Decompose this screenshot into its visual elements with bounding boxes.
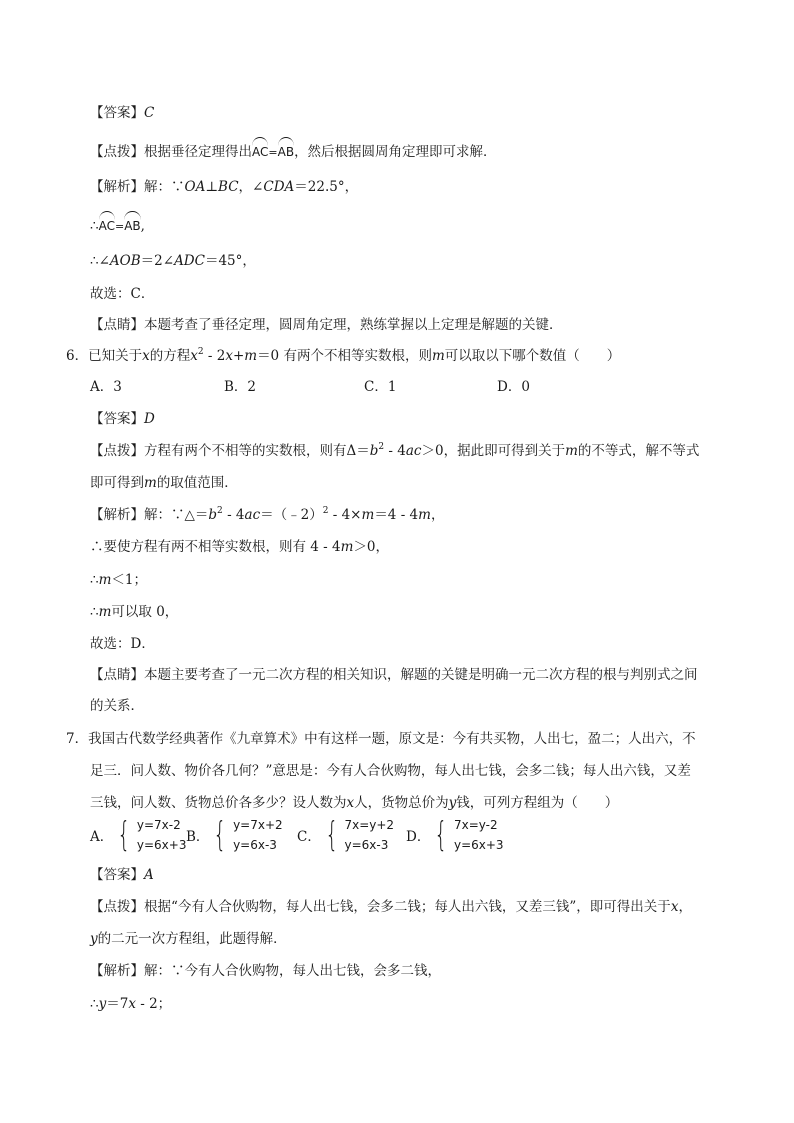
q7-stem-1: 7．我国古代数学经典著作《九章算术》中有这样一题，原文是：今有共买物，人出七，盈二；人出六，不 (66, 731, 696, 747)
q7-solution-line: 【解析】解：∵今有人合伙购物，每人出七钱，会多二钱， (90, 963, 441, 979)
q7-option-a: A． { y=7x-2 y=6x+3 (90, 815, 187, 855)
solution-tag: 【解析】 (90, 179, 144, 195)
q7-option-d: D． { 7x=y-2 y=6x+3 (406, 815, 504, 855)
q7-option-b: B． { y=7x+2 y=6x-3 (186, 815, 283, 855)
left-brace: { (325, 815, 339, 855)
q6-step-2: ∴要使方程有两不相等实数根，则有 4 - 4m＞0， (90, 539, 390, 555)
arc-ac: AC (252, 141, 268, 161)
q7-option-c: C． { 7x=y+2 y=6x-3 (297, 815, 395, 855)
q6-choice-line: 故选：D． (90, 636, 155, 652)
q6-option-b: B．2 (224, 379, 257, 395)
q6-solution-line: 【解析】解：$\because\triangle=b^2$ - 4ac＝（﹣2）$^2$ - 4×m＝4 - 4m， (90, 506, 445, 523)
q5-answer-line (90, 104, 154, 122)
q7-answer-line (90, 866, 154, 884)
q6-option-d: D．0 (497, 379, 530, 395)
q6-hint-line: 【点拨】方程有两个不相等的实数根，则有$\Delta=b^2 - 4ac>0$，据此即可得到关于m的不等式，解不等式 (90, 442, 700, 459)
solution-tag: 【解析】 (90, 507, 144, 523)
q6-option-a: A．3 (90, 379, 122, 395)
q5-note-line: 【点睛】本题考查了垂径定理，圆周角定理，熟练掌握以上定理是解题的关键． (90, 317, 563, 333)
left-brace: { (213, 815, 227, 855)
note-tag: 【点睛】 (90, 317, 144, 333)
note-tag: 【点睛】 (90, 667, 144, 683)
q6-stem: 6．已知关于x的方程$x^2 - 2x+m=0$ 有两个不相等实数根，则m可以取以下哪个数值（ ） (66, 347, 621, 364)
q7-step-2: ∴y＝7x - 2； (90, 996, 172, 1012)
q6-answer-line (90, 410, 155, 428)
arc-ac: AC (99, 215, 115, 235)
q7-stem-3: 三钱，问人数、货物总价各多少？设人数为x人，货物总价为y钱，可列方程组为（ ） (90, 795, 619, 811)
left-brace: { (434, 815, 448, 855)
hint-tag: 【点拨】 (90, 443, 144, 459)
solution-tag: 【解析】 (90, 963, 144, 979)
left-brace: { (117, 815, 131, 855)
answer-tag: 【答案】 (90, 411, 144, 427)
arc-ab: AB (278, 141, 294, 161)
q7-hint-line: 【点拨】根据“今有人合伙购物，每人出七钱，会多二钱；每人出六钱，又差三钱”，即可得出关于x， (90, 899, 692, 915)
hint-tag: 【点拨】 (90, 144, 144, 160)
hint-tag: 【点拨】 (90, 899, 144, 915)
q5-hint-line: 【点拨】根据垂径定理得出AC=AB，然后根据圆周角定理即可求解． (90, 141, 497, 162)
answer-tag: 【答案】 (90, 867, 144, 883)
q5-step-2: ∴AC=AB, (90, 215, 145, 236)
answer-value: D (144, 411, 155, 427)
answer-value: A (144, 867, 154, 883)
arc-ab: AB (124, 215, 140, 235)
q6-step-3: ∴m＜1； (90, 572, 147, 588)
q7-hint-line-2: y的二元一次方程组，此题得解． (90, 931, 287, 947)
q6-note-line-2: 的关系． (90, 698, 144, 714)
q6-hint-line-2: 即可得到m的取值范围． (90, 475, 238, 491)
q6-step-4: ∴m可以取 0， (90, 604, 179, 620)
q7-stem-2: 足三．问人数、物价各几何？”意思是：今有人合伙购物，每人出七钱，会多二钱；每人出六钱，又差 (90, 763, 691, 779)
q6-option-c: C．1 (364, 379, 397, 395)
q5-solution-line: 【解析】解：∵OA⊥BC，∠CDA＝22.5°， (90, 179, 359, 195)
answer-value: C (144, 105, 155, 121)
q5-step-3: ∴∠AOB＝2∠ADC＝45°， (90, 253, 256, 269)
q6-note-line: 【点睛】本题主要考查了一元二次方程的相关知识，解题的关键是明确一元二次方程的根与判别式之间 (90, 667, 698, 683)
q5-choice-line: 故选：C． (90, 286, 155, 302)
answer-tag: 【答案】 (90, 105, 144, 121)
